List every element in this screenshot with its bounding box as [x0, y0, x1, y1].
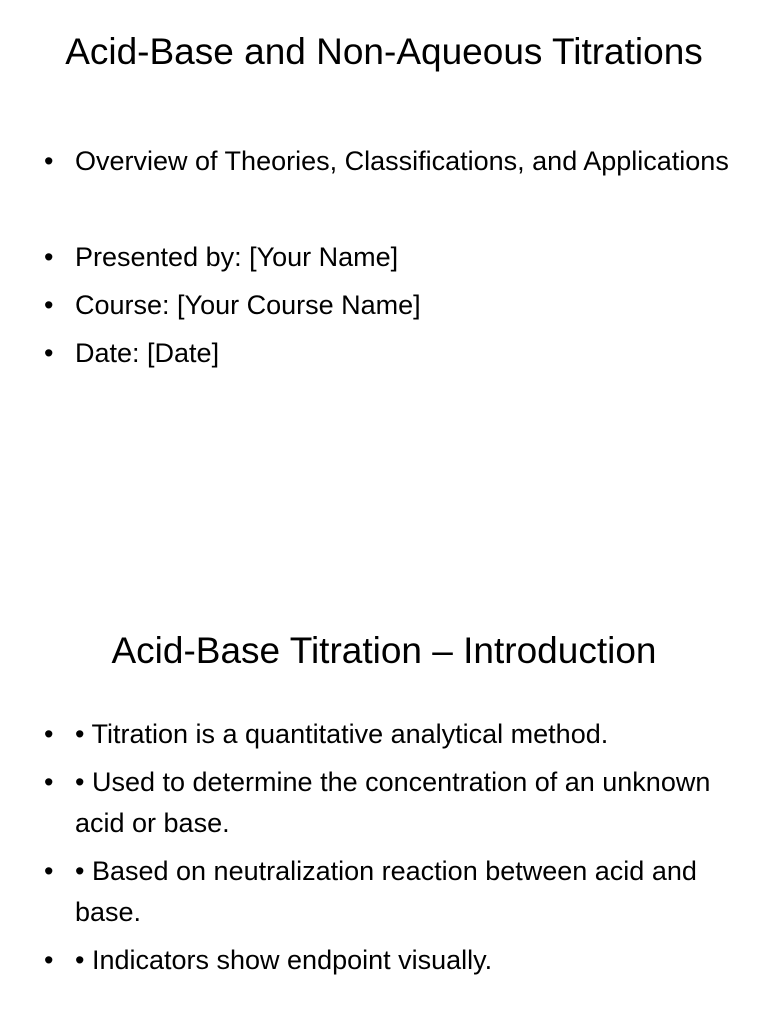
bullet-icon: •: [44, 242, 54, 272]
bullet-item: [40, 762, 730, 844]
bullet-icon: •: [44, 945, 54, 975]
bullet-icon: •: [44, 856, 54, 886]
bullet-icon: •: [44, 290, 54, 320]
slide-1-bullet-list: [40, 141, 730, 381]
bullet-item: [40, 940, 730, 981]
bullet-text: Course: [Your Course Name]: [75, 290, 421, 320]
bullet-item: [40, 851, 730, 933]
bullet-item: [40, 237, 730, 278]
bullet-item: [40, 141, 730, 182]
slide-2-title: Acid-Base Titration – Introduction: [111, 630, 657, 671]
bullet-item: [40, 333, 730, 374]
bullet-text: • Indicators show endpoint visually.: [75, 945, 493, 975]
bullet-text: Overview of Theories, Classifications, and Applications: [75, 146, 729, 176]
bullet-item: [40, 714, 730, 755]
bullet-icon: •: [44, 719, 54, 749]
bullet-text: Presented by: [Your Name]: [75, 242, 399, 272]
slide-1-title: Acid-Base and Non-Aqueous Titrations: [65, 31, 703, 72]
bullet-icon: •: [44, 767, 54, 797]
bullet-text: Date: [Date]: [75, 338, 220, 368]
slide-2: [0, 576, 768, 1024]
bullet-text: • Used to determine the concentration of an unknown acid or base.: [75, 767, 711, 838]
bullet-spacer: [40, 189, 730, 230]
bullet-text: • Titration is a quantitative analytical method.: [75, 719, 609, 749]
bullet-icon: •: [44, 338, 54, 368]
slide-2-bullet-list: [40, 714, 730, 988]
bullet-item: [40, 285, 730, 326]
bullet-icon: •: [44, 146, 54, 176]
bullet-text: • Based on neutralization reaction between acid and base.: [75, 856, 697, 927]
